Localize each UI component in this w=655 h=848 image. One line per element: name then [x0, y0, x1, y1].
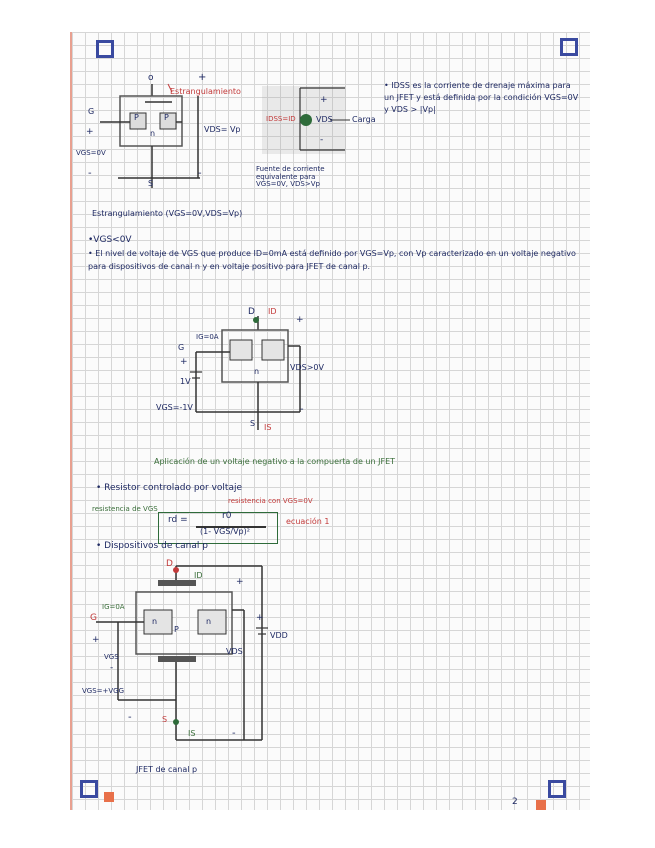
- gate-label-2: G: [178, 343, 185, 352]
- denominator: (1- VGS/Vp)²: [200, 527, 250, 536]
- canal-p-heading: • Dispositivos de canal p: [96, 541, 208, 551]
- vds-box-label: VDS: [316, 115, 333, 124]
- ig-zero-label: IG=0A: [196, 333, 219, 341]
- p-region-left: P: [134, 113, 139, 122]
- plus-gate-2: +: [180, 357, 188, 367]
- vgs-zero-label: VGS=0V: [76, 149, 106, 157]
- plus-gate-3: +: [92, 635, 100, 645]
- n-channel-label-1: n: [150, 129, 156, 138]
- resistor-heading: • Resistor controlado por voltaje: [96, 483, 243, 493]
- drain-label-2: D: [248, 307, 255, 317]
- plus-drain-2: +: [296, 315, 304, 325]
- vdd-label: VDD: [270, 631, 288, 640]
- drain-label-3: D: [166, 559, 173, 569]
- gate-label-3: G: [90, 613, 97, 623]
- fuente-equivalente-label: Fuente de corriente equivalente para VGS=0V, VDS>Vp: [256, 165, 325, 189]
- ig-zero-label-3: IG=0A: [102, 603, 125, 611]
- p-channel-label: P: [174, 625, 179, 634]
- caption-1: Estrangulamiento (VGS=0V,VDS=Vp): [92, 209, 243, 218]
- r0-numerator: r0: [222, 511, 232, 521]
- vgs-less-than-zero-heading: •VGS<0V: [88, 235, 132, 245]
- idss-id-label: IDSS=ID: [266, 115, 296, 123]
- plus-gate-1: +: [86, 127, 94, 137]
- minus-gate-1: -: [88, 168, 92, 179]
- minus-source-2: -: [300, 404, 304, 415]
- plus-drain-3: +: [236, 577, 244, 587]
- plus-vdd: +: [256, 613, 264, 623]
- plus-sign-1: +: [198, 72, 207, 83]
- gate-label-1: G: [88, 107, 95, 116]
- is-label-3: IS: [188, 729, 196, 738]
- caption-2: Aplicación de un voltaje negativo a la compuerta de un JFET: [154, 457, 396, 466]
- ecuacion-label: ecuación 1: [286, 517, 330, 526]
- idss-note: • IDSS es la corriente de drenaje máxima para un JFET y está definida por la condición VGS=0V y VDS > |Vp|: [384, 81, 579, 114]
- n-channel-label-2: n: [254, 367, 260, 376]
- one-volt-label: 1V: [180, 377, 191, 386]
- resistencia-vgs-label: resistencia de VGS: [92, 505, 158, 513]
- minus-left-3: -: [128, 712, 132, 723]
- minus-right-1: -: [198, 168, 202, 179]
- id-label-2: ID: [268, 307, 277, 316]
- n-region-left: n: [152, 617, 158, 626]
- vds-label-3: VDS: [226, 647, 243, 656]
- source-label-3: S: [162, 715, 168, 724]
- n-region-right: n: [206, 617, 212, 626]
- carga-label: Carga: [352, 115, 376, 124]
- estrangulamiento-label: Estrangulamiento: [170, 87, 241, 96]
- is-label-2: IS: [264, 423, 272, 432]
- vds-vp-label: VDS= Vp: [204, 125, 241, 134]
- minus-box: -: [320, 135, 324, 145]
- plus-box: +: [320, 95, 328, 105]
- minus-gate-3: -: [110, 663, 114, 673]
- p-region-right: P: [164, 113, 169, 122]
- source-label-2: S: [250, 419, 256, 428]
- vgs-paragraph: • El nivel de voltaje de VGS que produce ID=0mA está definido por VGS=Vp, con Vp caracterizado en un voltaje negativo para dispositivos de canal n y en voltaje positivo para JFET de canal p.: [88, 249, 576, 271]
- caption-3: JFET de canal p: [136, 765, 198, 774]
- vgs-plus-vgg-label: VGS=+VGG: [82, 687, 125, 695]
- rd-equals: rd =: [168, 515, 188, 525]
- vds-gt-zero-label: VDS>0V: [290, 363, 324, 372]
- vgs-label-3: VGS: [104, 653, 119, 661]
- resistencia-vgs0-label: resistencia con VGS=0V: [228, 497, 313, 505]
- drain-terminal-1: o: [148, 73, 154, 83]
- source-label-1: S: [148, 179, 154, 188]
- id-label-3: ID: [194, 571, 203, 580]
- vgs-minus-one-label: VGS=-1V: [156, 403, 193, 412]
- page-number: 2: [512, 797, 518, 807]
- minus-right-3: -: [232, 728, 236, 739]
